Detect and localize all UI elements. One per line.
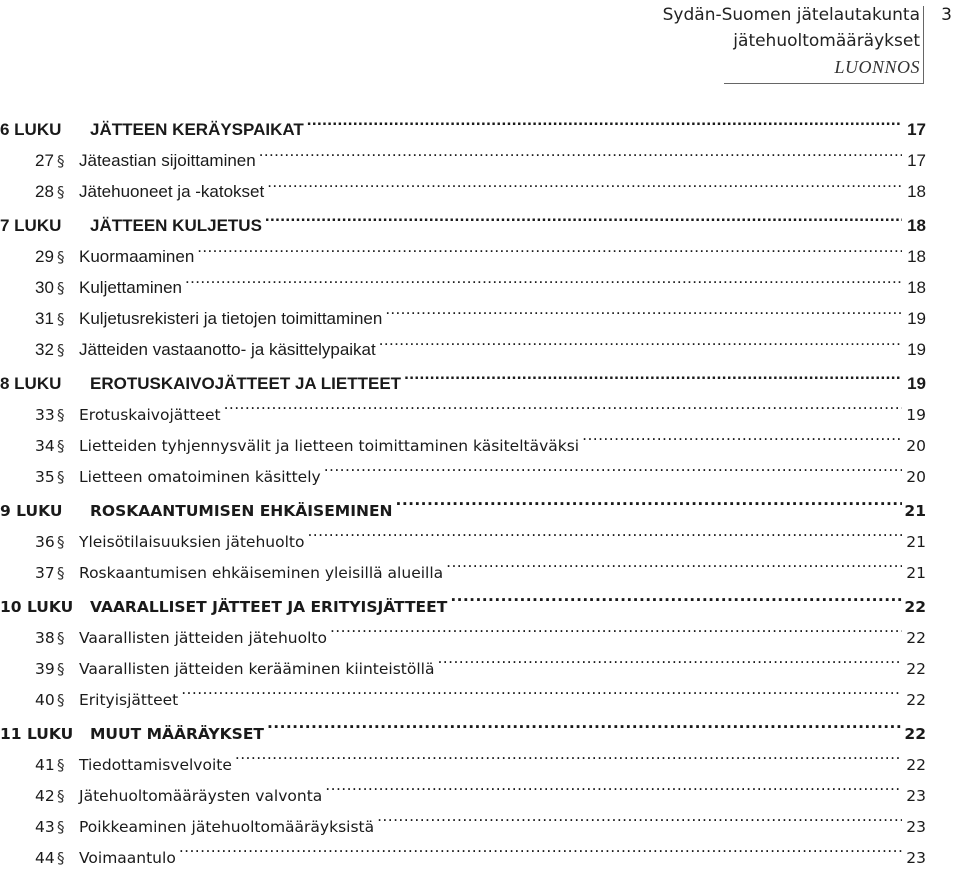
header-org: Sydän-Suomen jätelautakunta (662, 5, 920, 25)
toc-entry-title: Vaarallisten jätteiden kerääminen kiinteistöllä (79, 660, 435, 678)
toc-dot-leader (224, 389, 902, 420)
toc-section-entry[interactable] (0, 451, 926, 486)
toc-entry-number: 6 LUKU (0, 120, 62, 139)
toc-entry-number: 32 (35, 340, 54, 359)
toc-page-number: 18 (907, 278, 926, 297)
header-doc-title: jätehuoltomääräykset (733, 31, 920, 51)
toc-dot-leader (197, 231, 902, 262)
section-sign-icon: § (57, 341, 65, 359)
toc-page-number: 19 (906, 406, 926, 424)
toc-entry-number: 27 (35, 151, 54, 170)
table-of-contents (0, 104, 926, 867)
toc-section-entry[interactable] (0, 612, 926, 647)
toc-dot-leader (379, 324, 902, 355)
section-sign-icon: § (57, 756, 65, 774)
toc-section-entry[interactable] (0, 135, 926, 170)
toc-section-entry[interactable] (0, 770, 926, 805)
section-sign-icon: § (57, 787, 65, 805)
toc-page-number: 22 (906, 629, 926, 647)
toc-page-number: 20 (906, 468, 926, 486)
toc-entry-number: 40 (35, 691, 55, 709)
toc-page-number: 22 (904, 598, 926, 616)
toc-section-entry[interactable] (0, 293, 926, 328)
toc-dot-leader (179, 832, 902, 863)
toc-dot-leader (446, 547, 902, 578)
toc-dot-leader (235, 739, 902, 770)
toc-dot-leader (385, 293, 902, 324)
section-sign-icon: § (57, 468, 65, 486)
toc-chapter-entry[interactable] (0, 708, 926, 743)
toc-entry-number: 30 (35, 278, 54, 297)
header-horizontal-rule (724, 83, 924, 84)
toc-entry-number: 41 (35, 756, 55, 774)
section-sign-icon: § (57, 660, 65, 678)
toc-dot-leader (324, 451, 902, 482)
toc-entry-number: 34 (35, 437, 55, 455)
toc-entry-number: 8 LUKU (0, 374, 62, 393)
section-sign-icon: § (57, 310, 65, 328)
header-page-number: 3 (941, 5, 952, 25)
toc-entry-title: Jätehuoneet ja -katokset (79, 182, 265, 201)
toc-page-number: 19 (907, 309, 926, 328)
toc-entry-number: 38 (35, 629, 55, 647)
toc-entry-title: Lietteiden tyhjennysvälit ja lietteen toimittaminen käsiteltäväksi (79, 437, 580, 455)
toc-chapter-entry[interactable] (0, 581, 926, 616)
toc-page-number: 18 (907, 247, 926, 266)
toc-page-number: 20 (906, 437, 926, 455)
toc-entry-number: 7 LUKU (0, 216, 62, 235)
toc-entry-number: 44 (35, 849, 55, 867)
toc-section-entry[interactable] (0, 516, 926, 551)
toc-chapter-entry[interactable] (0, 485, 926, 520)
toc-entry-number: 28 (35, 182, 54, 201)
toc-entry-number: 9 LUKU (0, 502, 63, 520)
toc-entry-title: Lietteen omatoiminen käsittely (79, 468, 321, 486)
toc-section-entry[interactable] (0, 166, 926, 201)
header-vertical-rule (923, 6, 924, 84)
toc-section-entry[interactable] (0, 832, 926, 867)
section-sign-icon: § (57, 437, 65, 455)
toc-section-entry[interactable] (0, 643, 926, 678)
toc-page-number: 23 (906, 849, 926, 867)
toc-dot-leader (377, 801, 902, 832)
toc-entry-title: EROTUSKAIVOJÄTTEET JA LIETTEET (90, 374, 402, 393)
toc-entry-number: 39 (35, 660, 55, 678)
toc-entry-title: ROSKAANTUMISEN EHKÄISEMINEN (90, 502, 393, 520)
toc-entry-title: Kuljetusrekisteri ja tietojen toimittaminen (79, 309, 383, 328)
toc-dot-leader (307, 104, 902, 135)
toc-entry-title: Roskaantumisen ehkäiseminen yleisillä alueilla (79, 564, 444, 582)
toc-entry-title: MUUT MÄÄRÄYKSET (90, 725, 264, 743)
toc-dot-leader (267, 166, 902, 197)
toc-page-number: 22 (906, 756, 926, 774)
toc-entry-title: JÄTTEEN KULJETUS (90, 216, 262, 235)
toc-entry-number: 35 (35, 468, 55, 486)
toc-entry-number: 36 (35, 533, 55, 551)
section-sign-icon: § (57, 533, 65, 551)
section-sign-icon: § (57, 183, 65, 201)
toc-dot-leader (437, 643, 902, 674)
toc-entry-number: 33 (35, 406, 55, 424)
section-sign-icon: § (57, 406, 65, 424)
toc-dot-leader (404, 358, 902, 389)
section-sign-icon: § (57, 629, 65, 647)
toc-page-number: 22 (904, 725, 926, 743)
toc-dot-leader (265, 200, 902, 231)
toc-entry-title: Erityisjätteet (79, 691, 179, 709)
toc-dot-leader (307, 516, 902, 547)
toc-section-entry[interactable] (0, 231, 926, 266)
section-sign-icon: § (57, 152, 65, 170)
toc-dot-leader (181, 674, 902, 705)
section-sign-icon: § (57, 248, 65, 266)
toc-section-entry[interactable] (0, 674, 926, 709)
toc-page-number: 22 (906, 691, 926, 709)
toc-dot-leader (396, 485, 902, 516)
header-text-block (663, 2, 920, 80)
toc-dot-leader (259, 135, 902, 166)
toc-entry-title: Yleisötilaisuuksien jätehuolto (79, 533, 305, 551)
toc-section-entry[interactable] (0, 547, 926, 582)
toc-chapter-entry[interactable] (0, 200, 926, 235)
toc-section-entry[interactable] (0, 739, 926, 774)
toc-entry-title: VAARALLISET JÄTTEET JA ERITYISJÄTTEET (90, 598, 448, 616)
toc-entry-number: 43 (35, 818, 55, 836)
toc-entry-number: 29 (35, 247, 54, 266)
toc-entry-title: Jätehuoltomääräysten valvonta (79, 787, 323, 805)
toc-entry-number: 37 (35, 564, 55, 582)
toc-page-number: 18 (907, 216, 926, 235)
toc-dot-leader (450, 581, 902, 612)
toc-dot-leader (185, 262, 902, 293)
toc-entry-number: 10 LUKU (0, 598, 74, 616)
section-sign-icon: § (57, 691, 65, 709)
toc-dot-leader (267, 708, 902, 739)
toc-entry-title: JÄTTEEN KERÄYSPAIKAT (90, 120, 304, 139)
toc-entry-title: Poikkeaminen jätehuoltomääräyksistä (79, 818, 375, 836)
toc-section-entry[interactable] (0, 324, 926, 359)
toc-entry-title: Kuljettaminen (79, 278, 183, 297)
toc-page-number: 23 (906, 787, 926, 805)
section-sign-icon: § (57, 849, 65, 867)
section-sign-icon: § (57, 564, 65, 582)
toc-entry-title: Erotuskaivojätteet (79, 406, 221, 424)
toc-chapter-entry[interactable] (0, 104, 926, 139)
toc-entry-title: Jäteastian sijoittaminen (79, 151, 256, 170)
toc-page-number: 21 (906, 564, 926, 582)
toc-page-number: 21 (904, 502, 926, 520)
toc-entry-title: Kuormaaminen (79, 247, 195, 266)
toc-entry-number: 11 LUKU (0, 725, 74, 743)
toc-dot-leader (330, 612, 902, 643)
toc-page-number: 17 (907, 120, 926, 139)
toc-section-entry[interactable] (0, 420, 926, 455)
toc-page-number: 18 (907, 182, 926, 201)
toc-page-number: 19 (907, 340, 926, 359)
page-header (0, 2, 952, 82)
toc-page-number: 22 (906, 660, 926, 678)
toc-dot-leader (582, 420, 902, 451)
toc-section-entry[interactable] (0, 262, 926, 297)
toc-page-number: 23 (906, 818, 926, 836)
toc-entry-title: Tiedottamisvelvoite (79, 756, 232, 774)
toc-dot-leader (325, 770, 902, 801)
section-sign-icon: § (57, 279, 65, 297)
toc-page-number: 21 (906, 533, 926, 551)
toc-entry-number: 31 (35, 309, 54, 328)
toc-chapter-entry[interactable] (0, 358, 926, 393)
header-status: LUONNOS (834, 57, 920, 77)
toc-page-number: 17 (907, 151, 926, 170)
toc-section-entry[interactable] (0, 801, 926, 836)
toc-page-number: 19 (907, 374, 926, 393)
toc-entry-title: Voimaantulo (79, 849, 176, 867)
toc-section-entry[interactable] (0, 389, 926, 424)
toc-entry-title: Vaarallisten jätteiden jätehuolto (79, 629, 327, 647)
toc-entry-title: Jätteiden vastaanotto- ja käsittelypaikat (79, 340, 376, 359)
section-sign-icon: § (57, 818, 65, 836)
toc-entry-number: 42 (35, 787, 55, 805)
